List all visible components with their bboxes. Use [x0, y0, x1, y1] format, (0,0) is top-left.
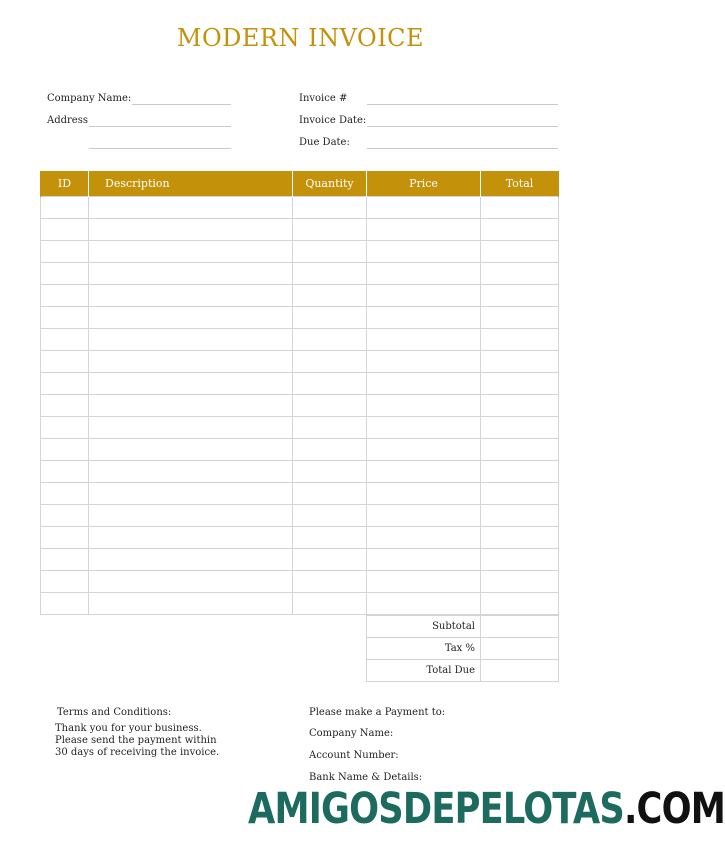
quantity-cell[interactable] [293, 197, 367, 219]
total-due-value-cell[interactable] [481, 660, 559, 682]
table-row [41, 197, 559, 219]
column-header-description: Description [89, 171, 293, 197]
id-cell[interactable] [41, 593, 89, 615]
price-cell[interactable] [367, 241, 481, 263]
description-cell[interactable] [89, 439, 293, 461]
table-row [41, 593, 559, 615]
id-cell[interactable] [41, 461, 89, 483]
total-cell[interactable] [481, 527, 559, 549]
description-cell[interactable] [89, 549, 293, 571]
price-cell[interactable] [367, 483, 481, 505]
id-cell[interactable] [41, 219, 89, 241]
invoice-date-label: Invoice Date: [299, 115, 367, 126]
watermark-logo [248, 784, 725, 834]
payment-heading: Please make a Payment to: [309, 707, 446, 718]
payment-account-label: Account Number: [309, 750, 399, 761]
table-row [41, 505, 559, 527]
watermark-text-main: AMIGOSDEPELOTAS [248, 784, 624, 834]
payment-company-label: Company Name: [309, 728, 394, 739]
total-cell[interactable] [481, 549, 559, 571]
description-cell[interactable] [89, 263, 293, 285]
table-row [41, 307, 559, 329]
total-cell[interactable] [481, 439, 559, 461]
total-cell[interactable] [481, 263, 559, 285]
id-cell[interactable] [41, 417, 89, 439]
total-due-row [367, 660, 559, 682]
quantity-cell[interactable] [293, 505, 367, 527]
description-cell[interactable] [89, 505, 293, 527]
terms-line-2: Please send the payment within [55, 735, 217, 746]
subtotal-label: Subtotal [367, 616, 481, 638]
terms-heading: Terms and Conditions: [57, 707, 172, 718]
tax-label: Tax % [367, 638, 481, 660]
price-cell[interactable] [367, 329, 481, 351]
description-cell[interactable] [89, 571, 293, 593]
column-header-id: ID [41, 171, 89, 197]
due-date-label: Due Date: [299, 137, 350, 148]
table-row [41, 241, 559, 263]
description-cell[interactable] [89, 329, 293, 351]
table-row [41, 219, 559, 241]
id-cell[interactable] [41, 571, 89, 593]
id-cell[interactable] [41, 285, 89, 307]
quantity-cell[interactable] [293, 571, 367, 593]
description-cell[interactable] [89, 351, 293, 373]
terms-line-3: 30 days of receiving the invoice. [55, 747, 220, 758]
payment-bank-label: Bank Name & Details: [309, 772, 423, 783]
table-row [41, 417, 559, 439]
quantity-cell[interactable] [293, 329, 367, 351]
table-row [41, 329, 559, 351]
watermark-text-domain: .COM [623, 784, 725, 834]
tax-row [367, 638, 559, 660]
address-label: Address [47, 115, 88, 126]
quantity-cell[interactable] [293, 461, 367, 483]
address-field-line-2[interactable] [89, 148, 231, 149]
company-name-field[interactable] [132, 104, 231, 105]
terms-body [55, 723, 255, 759]
total-cell[interactable] [481, 285, 559, 307]
total-cell[interactable] [481, 351, 559, 373]
total-cell[interactable] [481, 241, 559, 263]
description-cell[interactable] [89, 307, 293, 329]
total-cell[interactable] [481, 461, 559, 483]
quantity-cell[interactable] [293, 395, 367, 417]
due-date-field[interactable] [367, 148, 558, 149]
total-cell[interactable] [481, 395, 559, 417]
quantity-cell[interactable] [293, 307, 367, 329]
quantity-cell[interactable] [293, 219, 367, 241]
price-cell[interactable] [367, 197, 481, 219]
total-cell[interactable] [481, 417, 559, 439]
description-cell[interactable] [89, 527, 293, 549]
price-cell[interactable] [367, 373, 481, 395]
id-cell[interactable] [41, 197, 89, 219]
invoice-number-field[interactable] [367, 104, 558, 105]
quantity-cell[interactable] [293, 483, 367, 505]
page-title: MODERN INVOICE [176, 24, 425, 52]
description-cell[interactable] [89, 461, 293, 483]
description-cell[interactable] [89, 219, 293, 241]
id-cell[interactable] [41, 241, 89, 263]
id-cell[interactable] [41, 373, 89, 395]
subtotal-value-cell[interactable] [481, 616, 559, 638]
table-row [41, 395, 559, 417]
total-cell[interactable] [481, 505, 559, 527]
table-row [41, 549, 559, 571]
table-row [41, 351, 559, 373]
quantity-cell[interactable] [293, 241, 367, 263]
table-row [41, 483, 559, 505]
description-cell[interactable] [89, 593, 293, 615]
price-cell[interactable] [367, 505, 481, 527]
total-cell[interactable] [481, 307, 559, 329]
description-cell[interactable] [89, 395, 293, 417]
subtotal-row [367, 616, 559, 638]
description-cell[interactable] [89, 285, 293, 307]
price-cell[interactable] [367, 571, 481, 593]
price-cell[interactable] [367, 549, 481, 571]
column-header-price: Price [367, 171, 481, 197]
price-cell[interactable] [367, 263, 481, 285]
id-cell[interactable] [41, 483, 89, 505]
description-cell[interactable] [89, 483, 293, 505]
price-cell[interactable] [367, 461, 481, 483]
quantity-cell[interactable] [293, 527, 367, 549]
price-cell[interactable] [367, 593, 481, 615]
total-cell[interactable] [481, 219, 559, 241]
quantity-cell[interactable] [293, 263, 367, 285]
id-cell[interactable] [41, 395, 89, 417]
id-cell[interactable] [41, 439, 89, 461]
invoice-date-field[interactable] [367, 126, 558, 127]
price-cell[interactable] [367, 351, 481, 373]
tax-value-cell[interactable] [481, 638, 559, 660]
total-cell[interactable] [481, 593, 559, 615]
table-row [41, 439, 559, 461]
company-name-label: Company Name: [47, 93, 132, 104]
quantity-cell[interactable] [293, 351, 367, 373]
column-header-quantity: Quantity [293, 171, 367, 197]
description-cell[interactable] [89, 373, 293, 395]
id-cell[interactable] [41, 505, 89, 527]
table-row [41, 571, 559, 593]
id-cell[interactable] [41, 549, 89, 571]
price-cell[interactable] [367, 417, 481, 439]
id-cell[interactable] [41, 307, 89, 329]
table-row [41, 263, 559, 285]
id-cell[interactable] [41, 263, 89, 285]
total-cell[interactable] [481, 571, 559, 593]
quantity-cell[interactable] [293, 417, 367, 439]
totals-table [366, 615, 559, 682]
table-row [41, 527, 559, 549]
description-cell[interactable] [89, 241, 293, 263]
line-items-table [40, 171, 559, 615]
price-cell[interactable] [367, 219, 481, 241]
address-field-line-1[interactable] [89, 126, 231, 127]
price-cell[interactable] [367, 439, 481, 461]
total-cell[interactable] [481, 329, 559, 351]
quantity-cell[interactable] [293, 549, 367, 571]
quantity-cell[interactable] [293, 439, 367, 461]
price-cell[interactable] [367, 395, 481, 417]
total-cell[interactable] [481, 197, 559, 219]
invoice-number-label: Invoice # [299, 93, 348, 104]
description-cell[interactable] [89, 417, 293, 439]
price-cell[interactable] [367, 285, 481, 307]
quantity-cell[interactable] [293, 593, 367, 615]
id-cell[interactable] [41, 527, 89, 549]
description-cell[interactable] [89, 197, 293, 219]
total-cell[interactable] [481, 373, 559, 395]
terms-line-1: Thank you for your business. [55, 723, 202, 734]
id-cell[interactable] [41, 351, 89, 373]
table-row [41, 285, 559, 307]
price-cell[interactable] [367, 307, 481, 329]
table-row [41, 373, 559, 395]
quantity-cell[interactable] [293, 373, 367, 395]
table-row [41, 461, 559, 483]
column-header-total: Total [481, 171, 559, 197]
total-due-label: Total Due [367, 660, 481, 682]
price-cell[interactable] [367, 527, 481, 549]
table-header-row [41, 171, 559, 197]
id-cell[interactable] [41, 329, 89, 351]
total-cell[interactable] [481, 483, 559, 505]
quantity-cell[interactable] [293, 285, 367, 307]
